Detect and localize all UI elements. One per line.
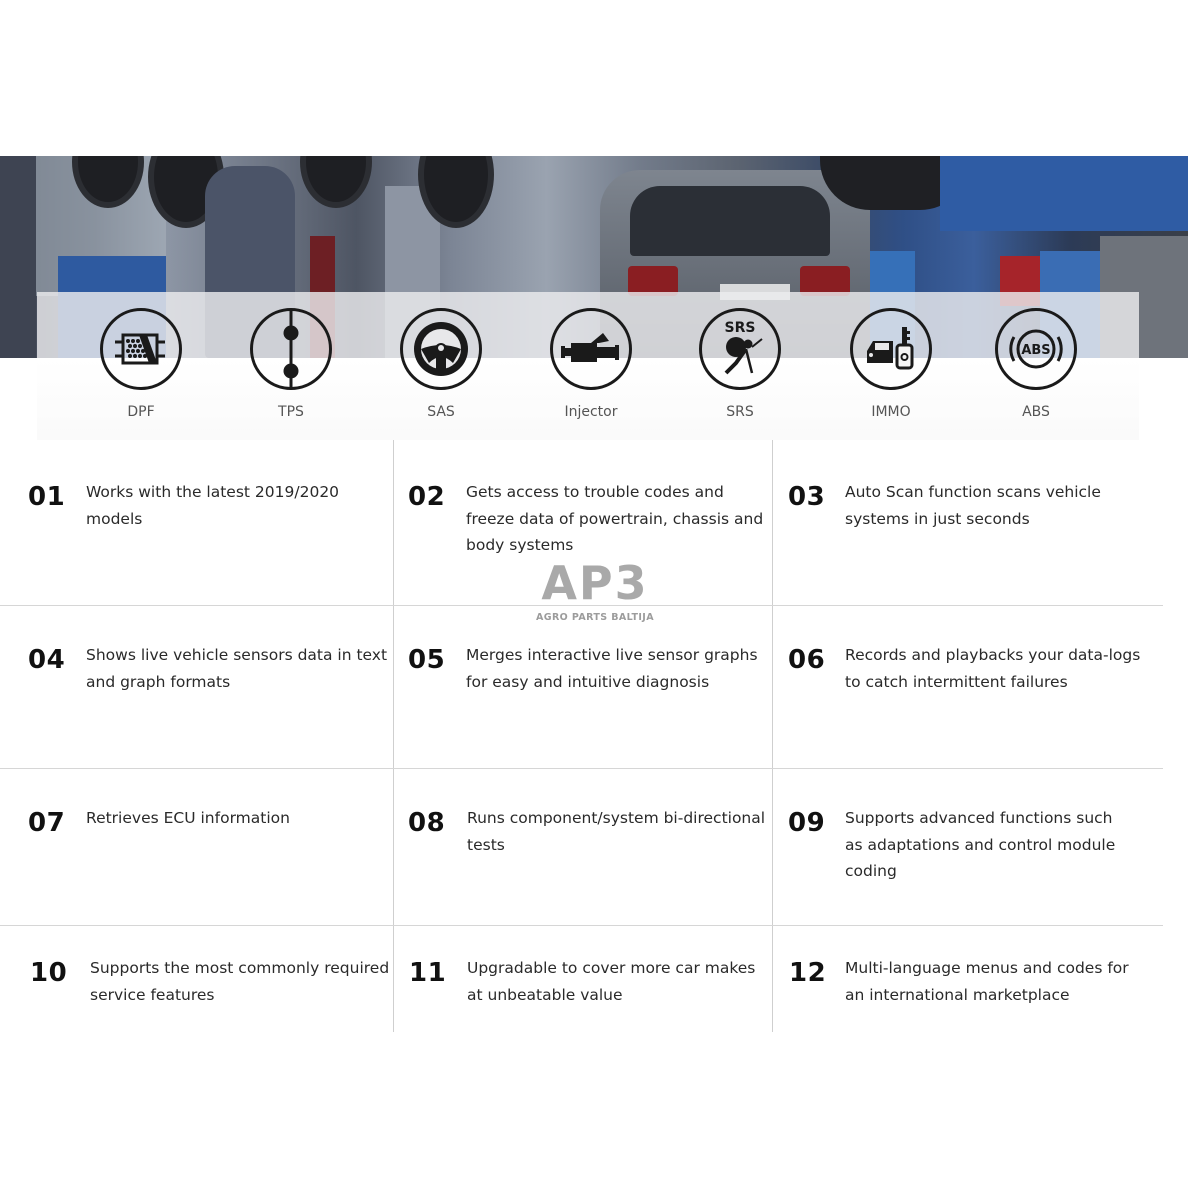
feature-description [90, 955, 389, 1008]
feature-line: as adaptations and control module [845, 835, 1116, 854]
feature-line: to catch intermittent failures [845, 672, 1068, 691]
feature-line: Multi-language menus and codes for [845, 959, 1129, 977]
icon-label: Injector [564, 404, 618, 420]
feature-description [845, 805, 1115, 885]
icon-item-tps [231, 308, 351, 420]
icon-item-sas [381, 308, 501, 420]
feature-description [466, 642, 758, 695]
feature-description [86, 642, 387, 695]
feature-number: 10 [30, 958, 68, 988]
feature-description [466, 479, 763, 559]
grid-divider-vertical [772, 440, 773, 1032]
abs-badge-text: ABS [1021, 343, 1051, 358]
icon-label: IMMO [871, 404, 911, 420]
feature-description [845, 955, 1129, 1008]
feature-line: systems in just seconds [845, 509, 1030, 528]
grid-divider-horizontal [0, 768, 1163, 769]
feature-number: 08 [408, 808, 446, 838]
feature-line: Supports advanced functions such [845, 809, 1113, 827]
feature-number: 04 [28, 645, 66, 675]
icon-label: ABS [1022, 404, 1050, 420]
feature-line: Records and playbacks your data-logs [845, 646, 1141, 664]
feature-line: for easy and intuitive diagnosis [466, 672, 710, 691]
grid-divider-horizontal [0, 925, 1163, 926]
feature-description [845, 479, 1101, 532]
feature-line: and graph formats [86, 672, 231, 691]
icon-label: TPS [278, 404, 304, 420]
injector-icon [550, 308, 632, 390]
feature-line: Works with the latest 2019/2020 [86, 483, 340, 501]
feature-number: 12 [789, 958, 827, 988]
feature-line: Runs component/system bi-directional [467, 809, 766, 827]
feature-line: Gets access to trouble codes and [466, 483, 724, 501]
icon-item-abs [976, 308, 1096, 420]
feature-line: service features [90, 985, 215, 1004]
feature-line: Upgradable to cover more car makes [467, 959, 756, 977]
throttle-position-sensor-icon [250, 308, 332, 390]
feature-line: body systems [466, 536, 574, 554]
feature-description [86, 479, 339, 532]
feature-description [467, 805, 765, 858]
feature-line: tests [467, 835, 505, 854]
system-icons-row [0, 308, 1188, 428]
feature-number: 11 [409, 958, 447, 988]
dpf-filter-icon [100, 308, 182, 390]
icon-label: SRS [726, 404, 754, 420]
photo-car-rear-window [630, 186, 830, 256]
feature-line: an international marketplace [845, 985, 1070, 1004]
steering-wheel-icon [400, 308, 482, 390]
feature-number: 03 [788, 482, 826, 512]
icon-item-dpf [81, 308, 201, 420]
feature-line: freeze data of powertrain, chassis and [466, 509, 764, 528]
feature-number: 02 [408, 482, 446, 512]
srs-badge-text: SRS [724, 320, 756, 336]
airbag-icon [699, 308, 781, 390]
feature-line: coding [845, 862, 897, 880]
icon-item-injector [531, 308, 651, 420]
icon-item-immo [831, 308, 951, 420]
grid-divider-vertical [393, 440, 394, 1032]
feature-description [86, 805, 290, 832]
abs-brake-icon [995, 308, 1077, 390]
watermark-subtitle: AGRO PARTS BALTIJA [536, 612, 654, 623]
feature-description [467, 955, 755, 1008]
icon-label: SAS [427, 404, 455, 420]
feature-line: Shows live vehicle sensors data in text [86, 646, 388, 664]
icon-label: DPF [127, 404, 155, 420]
photo-tire [300, 156, 372, 208]
feature-line: at unbeatable value [467, 985, 623, 1004]
icon-item-srs [680, 308, 800, 420]
photo-tool-wall [940, 156, 1188, 231]
watermark-logo [534, 556, 656, 623]
feature-description [845, 642, 1140, 695]
feature-number: 09 [788, 808, 826, 838]
feature-number: 05 [408, 645, 446, 675]
feature-number: 01 [28, 482, 66, 512]
feature-line: Auto Scan function scans vehicle [845, 483, 1101, 501]
feature-line: Retrieves ECU information [86, 809, 290, 827]
feature-line: models [86, 509, 143, 528]
watermark-logo-text: AP3 [541, 556, 649, 610]
immobilizer-key-icon [850, 308, 932, 390]
feature-number: 07 [28, 808, 66, 838]
feature-line: Merges interactive live sensor graphs [466, 646, 758, 664]
feature-line: Supports the most commonly required [90, 959, 390, 977]
feature-number: 06 [788, 645, 826, 675]
